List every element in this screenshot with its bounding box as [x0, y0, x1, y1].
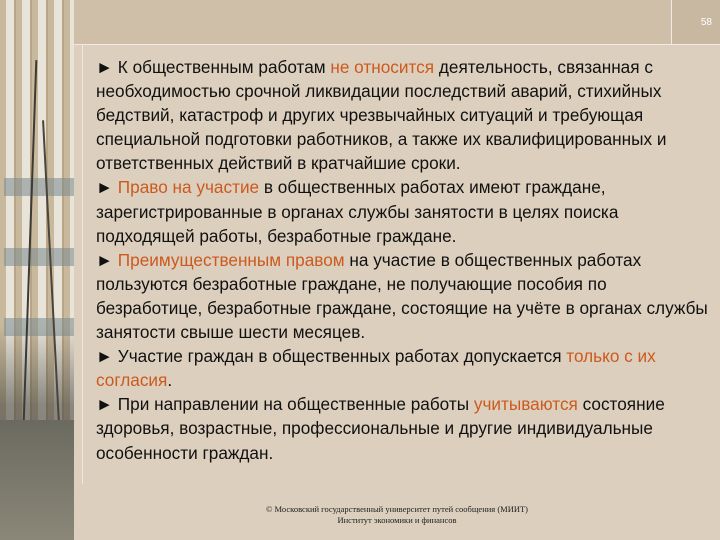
highlighted-text: не относится — [330, 57, 435, 77]
bullet-marker: ► — [96, 57, 114, 77]
footer-copyright: © Московский государственный университет путей сообщения (МИИТ) — [265, 504, 529, 514]
building-windows — [4, 150, 74, 370]
paragraph-text: деятельность, связанная с необходимостью срочной ликвидации последствий аварий, стихийных бедствий, катастроф и других чрезвычайных ситуаций и требующая специальной подготовки работников, а также их квалифицированных и ответственных действий в кратчайшие сроки. — [96, 57, 667, 174]
building-photo — [0, 0, 80, 540]
bullet-marker: ► — [96, 177, 114, 198]
paragraph-text: При направлении на общественные работы — [113, 394, 474, 415]
highlighted-text: только с их согласия — [96, 346, 656, 391]
highlighted-text: учитываются — [473, 394, 578, 415]
bullet-marker: ► — [96, 394, 114, 415]
highlighted-text: Преимущественным правом — [117, 249, 345, 270]
slide-panel — [74, 0, 720, 540]
footer — [74, 504, 720, 526]
bullet-paragraph — [96, 344, 708, 392]
bullet-paragraph — [96, 175, 708, 247]
ground-area — [0, 420, 80, 540]
bullet-paragraph — [96, 248, 708, 344]
slide-body — [96, 55, 708, 465]
page-number-box — [671, 0, 720, 44]
paragraph-text: К общественным работам — [113, 57, 331, 77]
divider-line — [82, 44, 83, 484]
bullet-paragraph — [96, 55, 708, 175]
footer-institute: Институт экономики и финансов — [337, 515, 457, 525]
bullet-paragraph — [96, 392, 708, 464]
bullet-marker: ► — [96, 249, 114, 270]
paragraph-text: . — [167, 370, 173, 391]
top-bar — [74, 0, 720, 45]
page-number: 58 — [700, 17, 712, 28]
paragraph-text: Участие граждан в общественных работах допускается — [113, 346, 567, 367]
highlighted-text: Право на участие — [117, 177, 260, 198]
paragraph-text: состояние здоровья, возрастные, профессиональные и другие индивидуальные особенности граждан. — [96, 394, 665, 463]
bullet-marker: ► — [96, 346, 114, 367]
paragraph-text: в общественных работах имеют граждане, зарегистрированные в органах службы занятости в целях поиска подходящей работы, безработные граждане. — [96, 177, 619, 246]
paragraph-text: на участие в общественных работах пользуются безработные граждане, не получающие пособия по безработице, безработные граждане, состоящие на учёте в органах службы занятости свыше шести месяцев. — [96, 249, 708, 343]
